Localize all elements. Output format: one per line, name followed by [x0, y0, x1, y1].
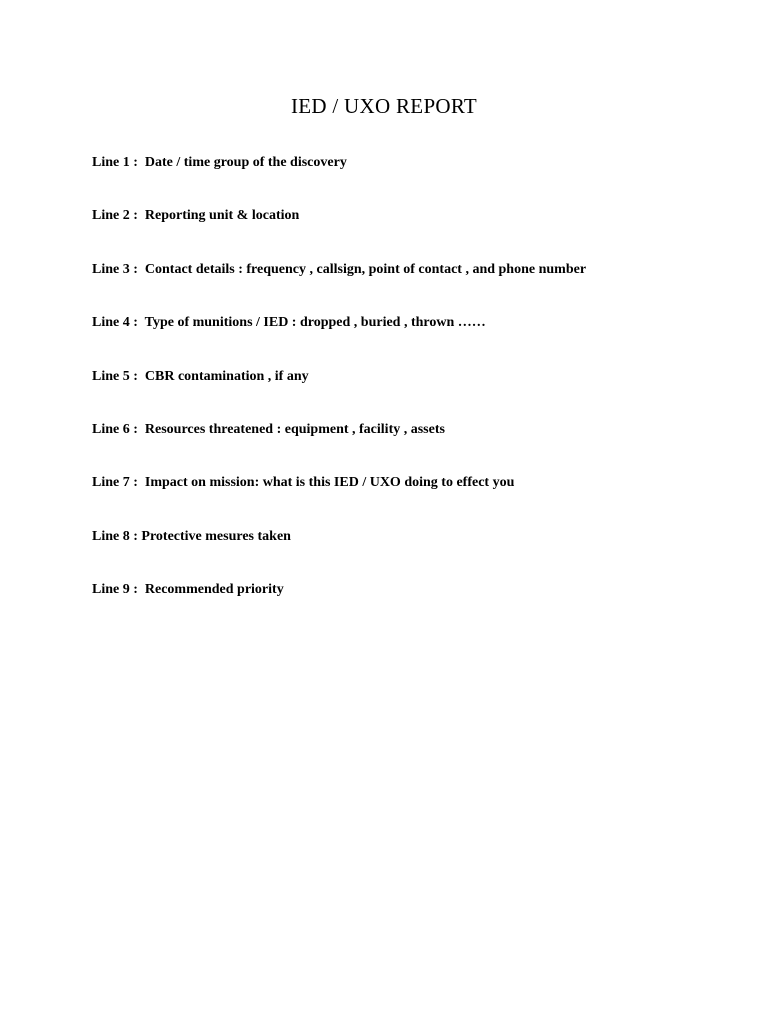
report-line-1 [92, 154, 732, 207]
line-label: Line 5 : [92, 368, 138, 384]
line-label: Line 7 : [92, 475, 138, 491]
line-label: Line 8 : [92, 528, 138, 544]
report-line-8 [92, 528, 732, 581]
report-line-3 [92, 261, 732, 314]
report-line-7 [92, 474, 732, 527]
line-text: Contact details : frequency , callsign, point of contact , and phone number [144, 261, 587, 277]
report-line-4 [92, 314, 732, 367]
line-label: Line 1 : [92, 155, 138, 170]
line-label: Line 4 : [92, 315, 138, 331]
line-text: CBR contamination , if any [144, 368, 309, 384]
line-label: Line 3 : [92, 261, 138, 277]
line-text: Date / time group of the discovery [144, 155, 347, 170]
report-line-9 [92, 581, 732, 634]
report-line-6 [92, 421, 732, 474]
line-text: Protective mesures taken [141, 528, 291, 544]
line-text: Recommended priority [144, 582, 284, 598]
line-text: Type of munitions / IED : dropped , buried , thrown …… [144, 315, 486, 331]
line-text: Resources threatened : equipment , facility , assets [144, 421, 445, 437]
line-label: Line 2 : [92, 208, 138, 224]
report-line-2 [92, 207, 732, 260]
report-lines-list [92, 154, 732, 635]
report-line-5 [92, 368, 732, 421]
line-text: Reporting unit & location [144, 208, 300, 224]
line-label: Line 6 : [92, 421, 138, 437]
line-label: Line 9 : [92, 582, 138, 598]
line-text: Impact on mission: what is this IED / UXO doing to effect you [144, 475, 515, 491]
document-title: IED / UXO REPORT [290, 94, 478, 118]
